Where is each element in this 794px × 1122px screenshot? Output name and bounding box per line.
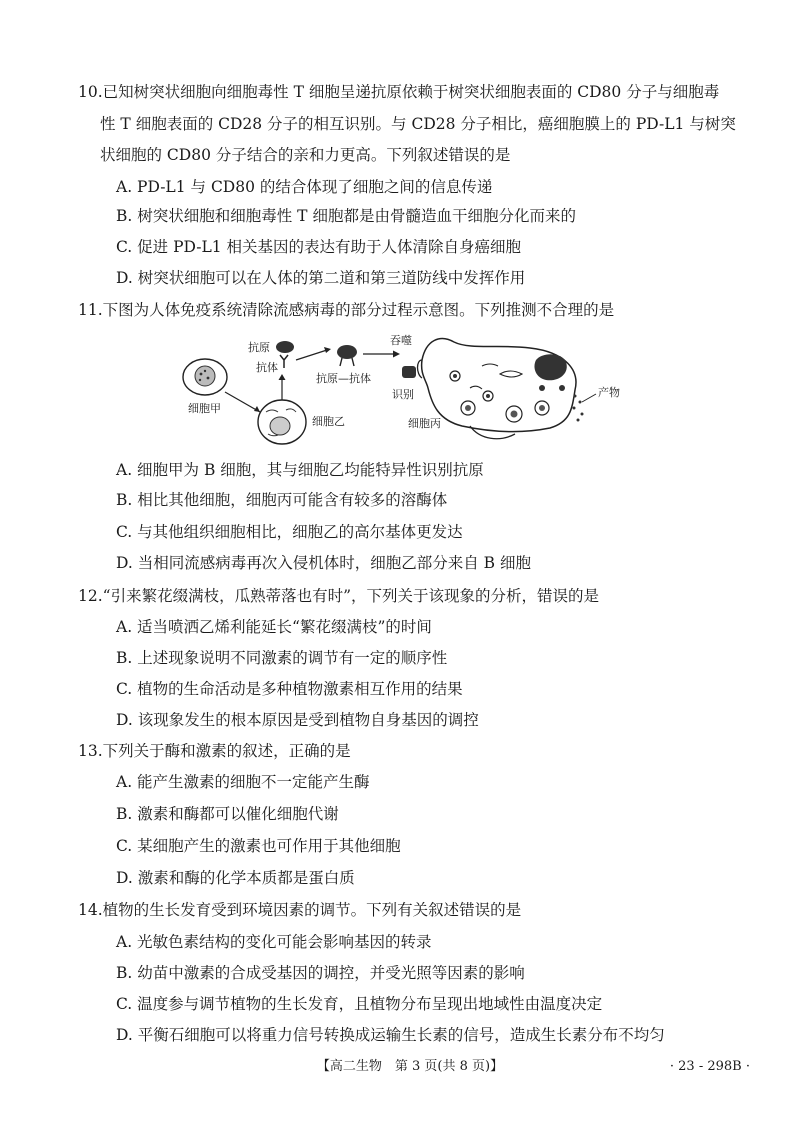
q10-option-c: C. 促进 PD-L1 相关基因的表达有助于人体清除自身癌细胞: [116, 238, 522, 256]
q12-option-a: A. 适当喷洒乙烯利能延长“繁花缀满枝”的时间: [116, 618, 432, 636]
q11-option-b: B. 相比其他细胞，细胞丙可能含有较多的溶酶体: [116, 491, 448, 509]
label-product: 产物: [598, 386, 620, 399]
q10-stem-line2: 性 T 细胞表面的 CD28 分子的相互识别。与 CD28 分子相比，癌细胞膜上的 PD-L1 与树突: [100, 115, 736, 133]
label-engulf: 吞噬: [390, 334, 412, 347]
q14-stem: 14.植物的生长发育受到环境因素的调节。下列有关叙述错误的是: [78, 901, 522, 919]
q11-option-a: A. 细胞甲为 B 细胞，其与细胞乙均能特异性识别抗原: [116, 461, 484, 479]
q12-option-c: C. 植物的生命活动是多种植物激素相互作用的结果: [116, 680, 463, 698]
q10-stem-line3: 状细胞的 CD80 分子结合的亲和力更高。下列叙述错误的是: [100, 146, 511, 164]
label-complex: 抗原—抗体: [316, 372, 371, 385]
q11-option-d: D. 当相同流感病毒再次入侵机体时，细胞乙部分来自 B 细胞: [116, 554, 531, 572]
q11-stem: 11.下图为人体免疫系统清除流感病毒的部分过程示意图。下列推测不合理的是: [78, 301, 615, 319]
q10-option-b: B. 树突状细胞和细胞毒性 T 细胞都是由骨髓造血干细胞分化而来的: [116, 207, 576, 225]
immune-process-diagram: [170, 330, 640, 455]
cell-a-nucleus: [195, 366, 215, 386]
q13-option-a: A. 能产生激素的细胞不一定能产生酶: [116, 773, 370, 791]
label-cell-b: 细胞乙: [312, 415, 345, 428]
footer-code: · 23 - 298B ·: [669, 1059, 750, 1074]
antibody-shape: [280, 355, 288, 368]
label-cell-c: 细胞丙: [408, 417, 441, 430]
q11-option-c: C. 与其他组织细胞相比，细胞乙的高尔基体更发达: [116, 523, 463, 541]
product-pointer: [582, 394, 596, 402]
label-antibody: 抗体: [256, 361, 278, 374]
q12-stem: 12.“引来繁花缀满枝，瓜熟蒂落也有时”，下列关于该现象的分析，错误的是: [78, 587, 600, 605]
q12-option-b: B. 上述现象说明不同激素的调节有一定的顺序性: [116, 649, 448, 667]
q14-option-d: D. 平衡石细胞可以将重力信号转换成运输生长素的信号，造成生长素分布不均匀: [116, 1026, 665, 1044]
q10-option-a: A. PD-L1 与 CD80 的结合体现了细胞之间的信息传递: [116, 178, 493, 196]
cell-c-nucleus: [534, 354, 566, 380]
q13-option-d: D. 激素和酶的化学本质都是蛋白质: [116, 869, 355, 887]
q13-option-b: B. 激素和酶都可以催化细胞代谢: [116, 805, 339, 823]
q12-option-d: D. 该现象发生的根本原因是受到植物自身基因的调控: [116, 711, 479, 729]
q14-option-c: C. 温度参与调节植物的生长发育，且植物分布呈现出地域性由温度决定: [116, 995, 603, 1013]
engulfed-complex: [402, 366, 416, 378]
arrow-a-to-b: [225, 392, 260, 412]
q14-option-a: A. 光敏色素结构的变化可能会影响基因的转录: [116, 933, 432, 951]
cell-b-nucleus: [270, 417, 290, 435]
q10-option-d: D. 树突状细胞可以在人体的第二道和第三道防线中发挥作用: [116, 269, 526, 287]
q14-option-b: B. 幼苗中激素的合成受基因的调控，并受光照等因素的影响: [116, 964, 525, 982]
arrow-to-complex: [296, 350, 327, 360]
label-cell-a: 细胞甲: [188, 402, 221, 415]
cell-c-membrane: [422, 339, 576, 432]
footer-page-info: 【高二生物 第 3 页(共 8 页)】: [316, 1059, 504, 1074]
antigen-shape: [276, 341, 294, 353]
label-antigen: 抗原: [248, 341, 270, 354]
q13-stem: 13.下列关于酶和激素的叙述，正确的是: [78, 742, 351, 760]
label-recognize: 识别: [392, 388, 414, 401]
complex-shape: [337, 345, 357, 359]
diagram-svg: [170, 330, 640, 455]
mitochondrion: [500, 371, 522, 377]
q10-stem-line1: 10.已知树突状细胞向细胞毒性 T 细胞呈递抗原依赖于树突状细胞表面的 CD80 分子与细胞毒: [78, 83, 720, 101]
q13-option-c: C. 某细胞产生的激素也可作用于其他细胞: [116, 837, 401, 855]
